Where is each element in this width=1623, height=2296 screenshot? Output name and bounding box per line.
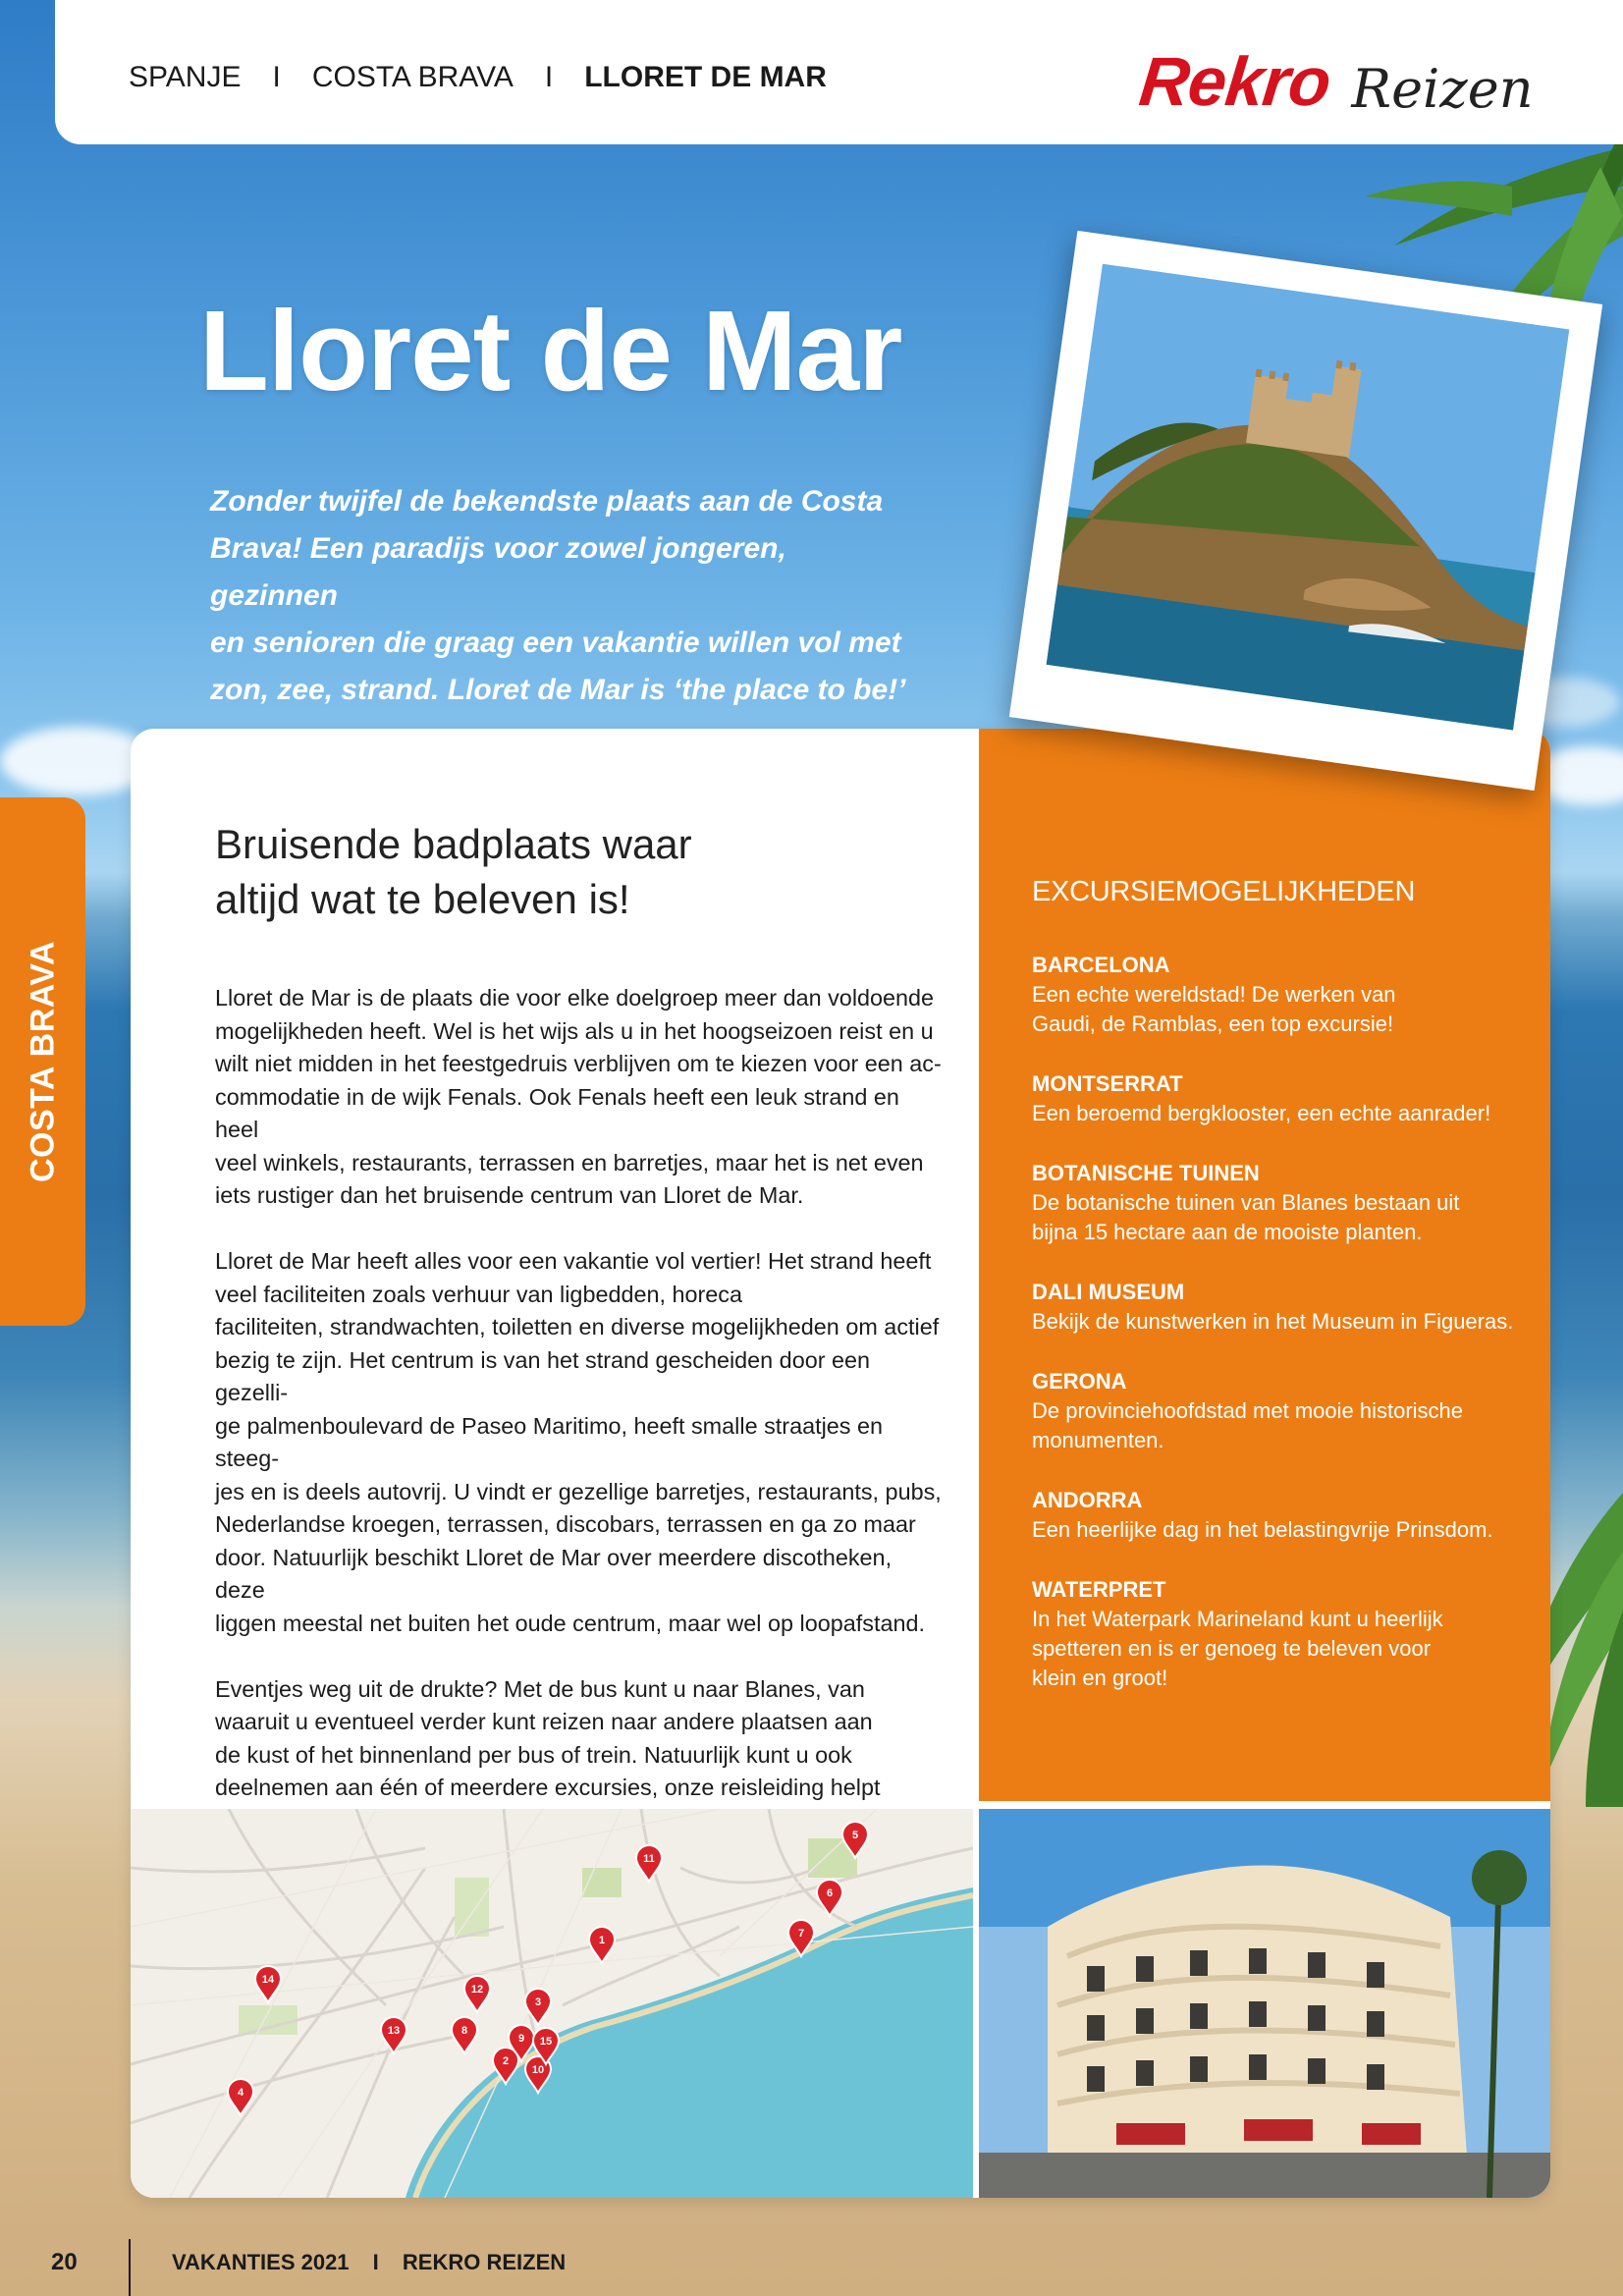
- map-marker-label: 8: [460, 2025, 468, 2037]
- excursion-name: GERONA: [1032, 1369, 1127, 1394]
- casa-mila-photo: [979, 1809, 1550, 2198]
- excursion-name: MONTSERRAT: [1032, 1071, 1183, 1096]
- excursion-desc: spetteren en is er genoeg te beleven voor: [1032, 1636, 1432, 1661]
- excursion-desc: Een beroemd bergklooster, een echte aanrader!: [1032, 1101, 1491, 1125]
- map-marker-label: 12: [470, 1984, 484, 1995]
- logo-brand: Rekro: [1135, 43, 1334, 120]
- excursion-item-dali-museum: [1032, 1278, 1523, 1337]
- footer-edition: VAKANTIES 2021: [172, 2250, 350, 2274]
- excursion-desc: De provinciehoofdstad met mooie historische: [1032, 1398, 1464, 1423]
- text-line: waaruit u eventueel verder kunt reizen naar andere plaatsen aan: [215, 1709, 873, 1734]
- page-title: Lloret de Mar: [199, 287, 902, 414]
- excursion-item-waterpret: [1032, 1575, 1523, 1693]
- map-graphic: [131, 1809, 973, 2198]
- excursion-desc: In het Waterpark Marineland kunt u heerlijk: [1032, 1607, 1443, 1631]
- text-line: Eventjes weg uit de drukte? Met de bus kunt u naar Blanes, van: [215, 1675, 865, 1702]
- excursion-item-barcelona: [1032, 951, 1523, 1039]
- article-heading-line: Bruisende badplaats waar: [215, 821, 692, 867]
- text-line: iets rustiger dan het bruisende centrum van Lloret de Mar.: [215, 1182, 804, 1208]
- intro-line: Zonder twijfel de bekendste plaats aan de Costa: [210, 485, 884, 518]
- text-line: deelnemen aan één of meerdere excursies, onze reisleiding helpt: [215, 1775, 881, 1800]
- text-line: veel winkels, restaurants, terrassen en barretjes, maar het is net even: [215, 1149, 924, 1175]
- casa-mila-graphic: [979, 1809, 1550, 2198]
- map-marker-label: 2: [502, 2055, 510, 2067]
- excursion-name: BOTANISCHE TUINEN: [1032, 1161, 1260, 1185]
- breadcrumb: [129, 61, 827, 94]
- text-line: mogelijkheden heeft. Wel is het wijs als u in het hoogseizoen reist en u: [215, 1017, 934, 1044]
- excursion-desc: Gaudi, de Ramblas, een top excursie!: [1032, 1011, 1394, 1036]
- map-marker-label: 10: [531, 2064, 545, 2076]
- region-tab-label: COSTA BRAVA: [24, 940, 62, 1183]
- map-marker-label: 3: [534, 1996, 542, 2008]
- logo-script: Reizen: [1351, 58, 1534, 120]
- excursion-item-botanische-tuinen: [1032, 1159, 1523, 1247]
- page-footer: [0, 2229, 1623, 2296]
- excursion-desc: bijna 15 hectare aan de mooiste planten.: [1032, 1220, 1423, 1244]
- article-body: [215, 982, 947, 1871]
- intro-line: en senioren die graag een vakantie willen vol met: [210, 627, 901, 659]
- text-line: de kust of het binnenland per bus of trein. Natuurlijk kunt u ook: [215, 1741, 852, 1768]
- page-number: 20: [51, 2249, 78, 2275]
- text-line: commodatie in de wijk Fenals. Ook Fenals heeft een leuk strand en heel: [215, 1083, 899, 1142]
- footer-separator: I: [372, 2250, 379, 2274]
- text-line: Nederlandse kroegen, terrassen, discobars, terrassen en ga zo maar: [215, 1511, 916, 1537]
- polaroid-photo: [1009, 231, 1602, 791]
- breadcrumb-item-costa-brava[interactable]: COSTA BRAVA: [311, 61, 514, 93]
- map-marker-label: 7: [797, 1928, 805, 1940]
- breadcrumb-separator: I: [272, 61, 281, 93]
- excursions-list: [1032, 951, 1523, 1723]
- excursion-item-gerona: [1032, 1367, 1523, 1455]
- excursion-desc: Bekijk de kunstwerken in het Museum in Figueras.: [1032, 1309, 1514, 1334]
- map-marker-label: 11: [643, 1853, 655, 1865]
- footer-text: [172, 2250, 566, 2275]
- map-marker-label: 15: [539, 2036, 553, 2048]
- text-line: Lloret de Mar is de plaats die voor elke doelgroep meer dan voldoende: [215, 985, 935, 1011]
- map-marker-label: 5: [851, 1830, 859, 1841]
- map-marker-label: 13: [387, 2025, 401, 2037]
- region-tab: [0, 797, 85, 1326]
- map-marker-label: 14: [261, 1974, 275, 1986]
- article-paragraph: [215, 1245, 947, 1640]
- text-line: wilt niet midden in het feestgedruis verblijven om te kiezen voor een ac-: [215, 1051, 942, 1076]
- map-marker-label: 6: [826, 1887, 834, 1899]
- rekro-reizen-logo[interactable]: [1135, 43, 1534, 120]
- city-map[interactable]: [131, 1809, 973, 2198]
- text-line: faciliteiten, strandwachten, toiletten en diverse mogelijkheden om actief: [215, 1314, 940, 1339]
- text-line: bezig te zijn. Het centrum is van het strand gescheiden door een gezelli-: [215, 1346, 871, 1405]
- article-heading-line: altijd wat te beleven is!: [215, 876, 630, 922]
- excursion-desc: De botanische tuinen van Blanes bestaan uit: [1032, 1190, 1460, 1215]
- excursion-name: ANDORRA: [1032, 1488, 1143, 1512]
- excursion-item-andorra: [1032, 1486, 1523, 1545]
- header-bar: [55, 0, 1623, 144]
- text-line: jes en is deels autovrij. U vindt er gezellige barretjes, restaurants, pubs,: [215, 1478, 942, 1504]
- footer-brand: REKRO REIZEN: [402, 2250, 567, 2274]
- excursion-desc: Een echte wereldstad! De werken van: [1032, 982, 1396, 1007]
- breadcrumb-separator: I: [544, 61, 554, 93]
- castle-graphic: [1047, 264, 1570, 731]
- excursion-item-montserrat: [1032, 1069, 1523, 1128]
- breadcrumb-item-spanje[interactable]: SPANJE: [129, 61, 242, 93]
- text-line: Lloret de Mar heeft alles voor een vakantie vol vertier! Het strand heeft: [215, 1248, 932, 1274]
- article-paragraph: [215, 982, 947, 1213]
- castle-photo: [1047, 264, 1570, 731]
- text-line: veel faciliteiten zoals verhuur van ligbedden, horeca: [215, 1281, 743, 1307]
- excursions-heading: EXCURSIEMOGELIJKHEDEN: [1032, 876, 1416, 907]
- text-line: ge palmenboulevard de Paseo Maritimo, heeft smalle straatjes en steeg-: [215, 1412, 883, 1471]
- excursion-desc: Een heerlijke dag in het belastingvrije Prinsdom.: [1032, 1517, 1493, 1542]
- map-marker-label: 9: [517, 2033, 525, 2045]
- text-line: door. Natuurlijk beschikt Lloret de Mar over meerdere discotheken, deze: [215, 1544, 893, 1603]
- article-heading: [215, 817, 824, 927]
- map-marker-label: 4: [237, 2087, 244, 2099]
- text-line: liggen meestal net buiten het oude centrum, maar wel op loopafstand.: [215, 1610, 925, 1636]
- excursion-name: WATERPRET: [1032, 1577, 1166, 1602]
- excursion-name: DALI MUSEUM: [1032, 1280, 1185, 1304]
- map-marker-label: 1: [598, 1935, 606, 1946]
- content-card: [131, 729, 1550, 2198]
- excursion-desc: klein en groot!: [1032, 1666, 1168, 1690]
- intro-line: zon, zee, strand. Lloret de Mar is ‘the place to be!’: [210, 674, 906, 706]
- excursion-name: BARCELONA: [1032, 953, 1170, 977]
- breadcrumb-item-lloret-de-mar: LLORET DE MAR: [584, 61, 827, 93]
- intro-line: Brava! Een paradijs voor zowel jongeren, gezinnen: [210, 532, 786, 612]
- footer-divider: [129, 2239, 131, 2296]
- intro-text: [210, 478, 917, 714]
- excursion-desc: monumenten.: [1032, 1428, 1164, 1452]
